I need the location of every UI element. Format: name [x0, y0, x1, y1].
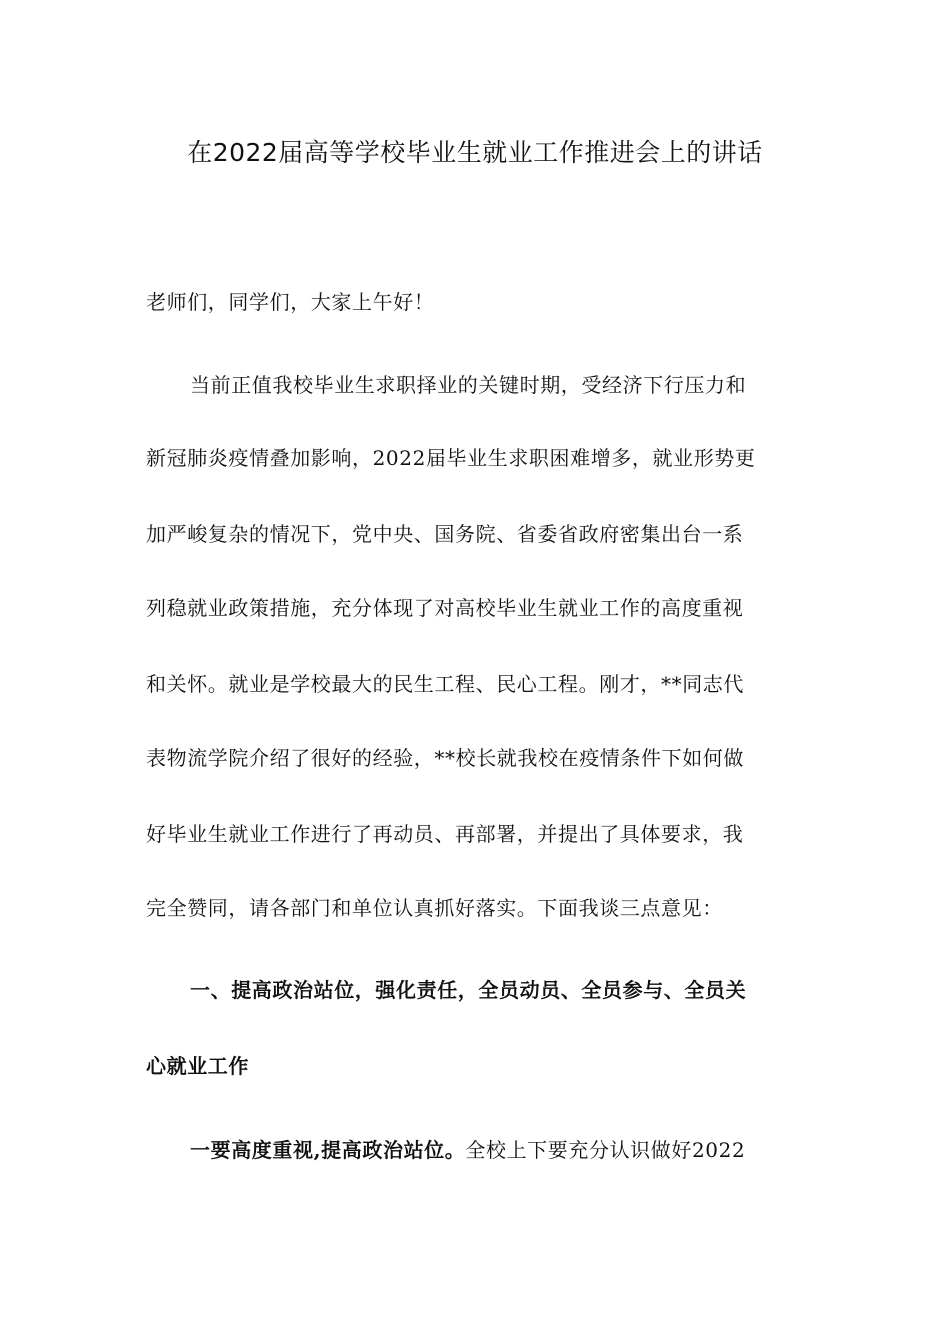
- paragraph-line: 列稳就业政策措施，充分体现了对高校毕业生就业工作的高度重视: [146, 596, 744, 620]
- paragraph-line: 加严峻复杂的情况下，党中央、国务院、省委省政府密集出台一系: [146, 522, 744, 546]
- paragraph-line: 完全赞同，请各部门和单位认真抓好落实。下面我谈三点意见：: [146, 896, 723, 920]
- paragraph-line: 表物流学院介绍了很好的经验，**校长就我校在疫情条件下如何做: [146, 746, 744, 770]
- document-title: 在2022届高等学校毕业生就业工作推进会上的讲话: [187, 138, 763, 167]
- greeting: 老师们，同学们，大家上午好！: [146, 290, 435, 314]
- paragraph-line: 新冠肺炎疫情叠加影响，2022届毕业生求职困难增多，就业形势更: [146, 446, 756, 470]
- section-heading-line: 一、提高政治站位，强化责任，全员动员、全员参与、全员关: [190, 978, 747, 1002]
- point-text: 全校上下要充分认识做好2022: [465, 1138, 746, 1162]
- paragraph-line: 当前正值我校毕业生求职择业的关键时期，受经济下行压力和: [190, 373, 747, 397]
- paragraph-line: 和关怀。就业是学校最大的民生工程、民心工程。刚才，**同志代: [146, 672, 744, 696]
- section-heading-line: 心就业工作: [146, 1054, 249, 1078]
- point-line: [190, 1130, 745, 1170]
- point-heading: 一要高度重视,提高政治站位。: [190, 1138, 466, 1162]
- paragraph-line: 好毕业生就业工作进行了再动员、再部署，并提出了具体要求，我: [146, 822, 744, 846]
